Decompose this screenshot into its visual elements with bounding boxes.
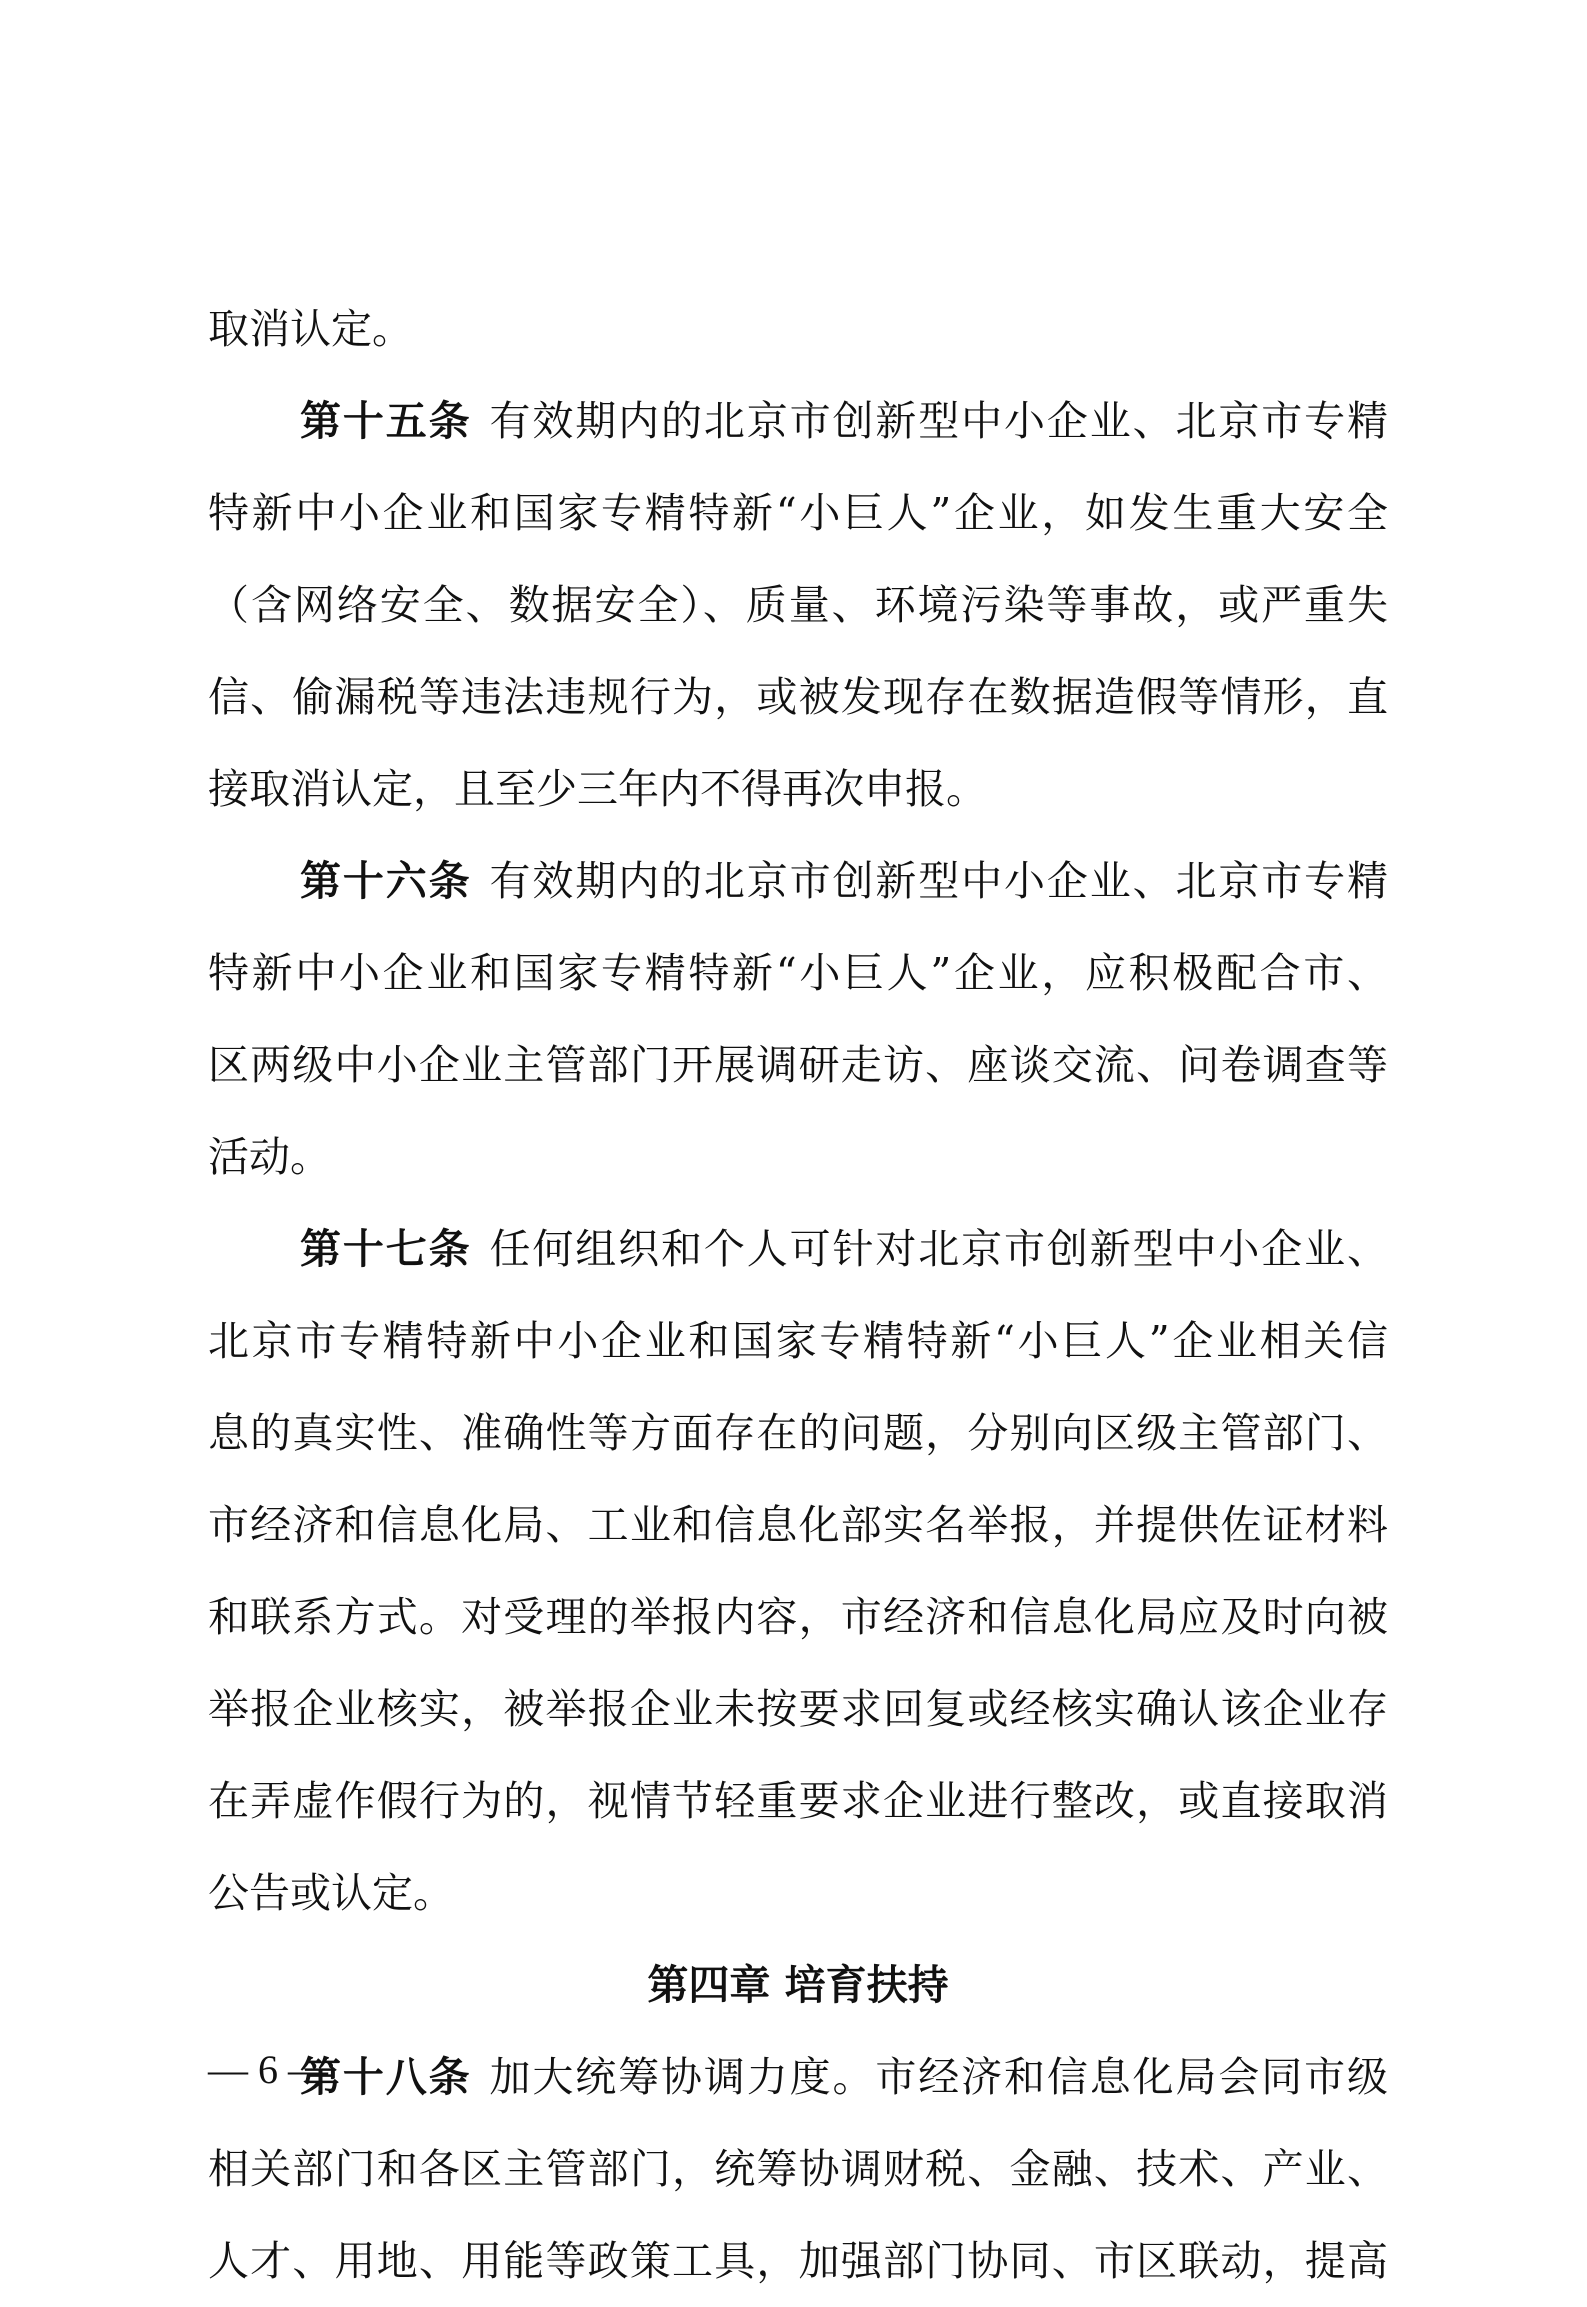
article-number: 第十八条 bbox=[300, 2053, 472, 2101]
article-first-line bbox=[208, 835, 1388, 927]
article-first-line bbox=[208, 2031, 1388, 2123]
text-line bbox=[208, 467, 1388, 559]
line-text: 有效期内的北京市创新型中小企业、北京市专精 bbox=[489, 397, 1388, 445]
line-text: 区两级中小企业主管部门开展调研走访、座谈交流、问卷调查等 bbox=[208, 1041, 1388, 1089]
line-text: 取消认定。 bbox=[208, 305, 413, 353]
text-line bbox=[208, 1387, 1388, 1479]
text-line bbox=[208, 283, 1388, 375]
line-text: 接取消认定，且至少三年内不得再次申报。 bbox=[208, 765, 987, 813]
line-text: 人才、用地、用能等政策工具，加强部门协同、市区联动，提高 bbox=[208, 2237, 1388, 2285]
text-line bbox=[208, 1111, 1388, 1203]
page-number: — 6 — bbox=[208, 2047, 328, 2092]
article-number: 第十五条 bbox=[300, 397, 472, 445]
text-line bbox=[208, 1755, 1388, 1847]
text-line bbox=[208, 651, 1388, 743]
line-text: 活动。 bbox=[208, 1133, 331, 1181]
article-first-line bbox=[208, 1203, 1388, 1295]
line-text: 信、偷漏税等违法违规行为，或被发现存在数据造假等情形，直 bbox=[208, 673, 1388, 721]
text-line bbox=[208, 927, 1388, 1019]
text-line bbox=[208, 2215, 1388, 2307]
line-text: 有效期内的北京市创新型中小企业、北京市专精 bbox=[489, 857, 1388, 905]
line-text: 举报企业核实，被举报企业未按要求回复或经核实确认该企业存 bbox=[208, 1685, 1388, 1733]
line-text: 特新中小企业和国家专精特新“小巨人”企业，如发生重大安全 bbox=[208, 489, 1388, 537]
text-line bbox=[208, 559, 1388, 651]
line-text: 特新中小企业和国家专精特新“小巨人”企业，应积极配合市、 bbox=[208, 949, 1388, 997]
line-text: 加大统筹协调力度。市经济和信息化局会同市级 bbox=[489, 2053, 1388, 2101]
line-text: 和联系方式。对受理的举报内容，市经济和信息化局应及时向被 bbox=[208, 1593, 1388, 1641]
article-first-line bbox=[208, 375, 1388, 467]
line-text: 相关部门和各区主管部门，统筹协调财税、金融、技术、产业、 bbox=[208, 2145, 1388, 2193]
document-body bbox=[208, 283, 1388, 2307]
line-text: 息的真实性、准确性等方面存在的问题，分别向区级主管部门、 bbox=[208, 1409, 1388, 1457]
line-text: 在弄虚作假行为的，视情节轻重要求企业进行整改，或直接取消 bbox=[208, 1777, 1388, 1825]
line-text: 公告或认定。 bbox=[208, 1869, 454, 1917]
text-line bbox=[208, 1019, 1388, 1111]
text-line bbox=[208, 1571, 1388, 1663]
line-text: 北京市专精特新中小企业和国家专精特新“小巨人”企业相关信 bbox=[208, 1317, 1388, 1365]
text-line bbox=[208, 743, 1388, 835]
text-line bbox=[208, 1847, 1388, 1939]
text-line bbox=[208, 1295, 1388, 1387]
article-number: 第十七条 bbox=[300, 1225, 472, 1273]
chapter-heading: 第四章 培育扶持 bbox=[647, 1961, 949, 2009]
text-line bbox=[208, 1663, 1388, 1755]
line-text: （含网络安全、数据安全）、质量、环境污染等事故，或严重失 bbox=[208, 581, 1388, 629]
line-text: 任何组织和个人可针对北京市创新型中小企业、 bbox=[489, 1225, 1388, 1273]
article-number: 第十六条 bbox=[300, 857, 472, 905]
text-line bbox=[208, 2123, 1388, 2215]
text-line bbox=[208, 1479, 1388, 1571]
line-text: 市经济和信息化局、工业和信息化部实名举报，并提供佐证材料 bbox=[208, 1501, 1388, 1549]
